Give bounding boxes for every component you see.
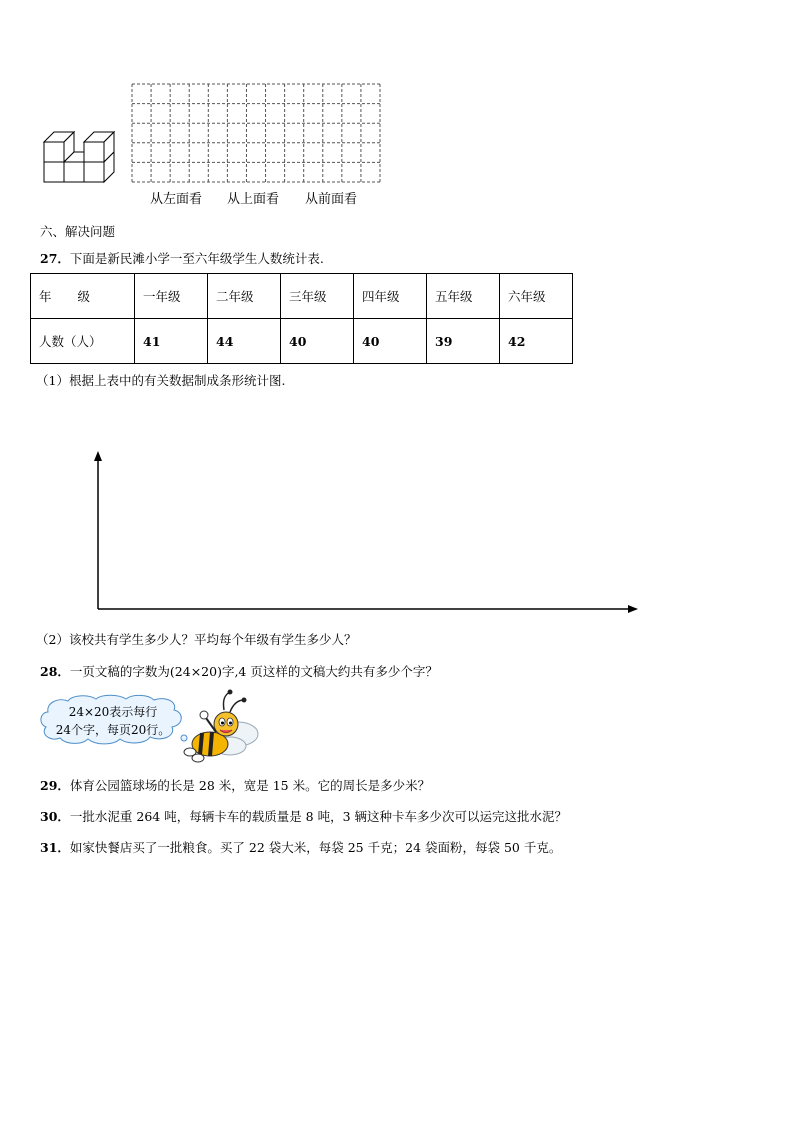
bubble-line: 24×20表示每行 bbox=[68, 705, 158, 719]
question-number: 30． bbox=[40, 809, 70, 824]
header-label-part: 级 bbox=[77, 289, 91, 304]
grade-cell: 一年级 bbox=[135, 274, 208, 319]
count-cell: 39 bbox=[427, 319, 500, 364]
question-text: 下面是新民滩小学一至六年级学生人数统计表. bbox=[69, 251, 324, 266]
row-label-cell: 人数（人） bbox=[31, 319, 135, 364]
grade-cell: 五年级 bbox=[427, 274, 500, 319]
count-cell: 41 bbox=[135, 319, 208, 364]
table-row bbox=[31, 319, 573, 364]
question-number: 28． bbox=[40, 664, 70, 679]
header-label-cell bbox=[31, 274, 135, 319]
question-27-part-1: （1）根据上表中的有关数据制成条形统计图. bbox=[36, 373, 286, 388]
question-28 bbox=[40, 664, 438, 680]
bubble-line: 24个字，每页20行。 bbox=[55, 723, 171, 737]
dashed-grid bbox=[130, 82, 382, 184]
header-label-part: 年 bbox=[39, 289, 52, 304]
grade-cell: 六年级 bbox=[500, 274, 573, 319]
grade-cell: 四年级 bbox=[354, 274, 427, 319]
count-cell: 42 bbox=[500, 319, 573, 364]
question-text: 一批水泥重 264 吨，每辆卡车的载质量是 8 吨，3 辆这种卡车多少次可以运完这批水泥？ bbox=[69, 809, 568, 824]
question-number: 31． bbox=[40, 840, 70, 855]
bee-icon bbox=[180, 688, 262, 764]
section-title: 六、解决问题 bbox=[40, 224, 116, 239]
count-cell: 44 bbox=[208, 319, 281, 364]
grade-cell: 二年级 bbox=[208, 274, 281, 319]
bubble-text bbox=[40, 703, 186, 739]
question-29 bbox=[40, 778, 430, 794]
cube-figure bbox=[40, 128, 116, 184]
view-label-top: 从上面看 bbox=[227, 192, 280, 207]
question-text: 如家快餐店买了一批粮食。买了 22 袋大米，每袋 25 千克；24 袋面粉，每袋 50 千克。 bbox=[69, 840, 562, 855]
grade-cell: 三年级 bbox=[281, 274, 354, 319]
question-27-part-2: （2）该校共有学生多少人？平均每个年级有学生多少人？ bbox=[36, 632, 357, 647]
view-label-front: 从前面看 bbox=[305, 192, 358, 207]
table-row bbox=[31, 274, 573, 319]
count-cell: 40 bbox=[281, 319, 354, 364]
question-text: 体育公园篮球场的长是 28 米，宽是 15 米。它的周长是多少米？ bbox=[69, 778, 431, 793]
question-30 bbox=[40, 809, 567, 825]
question-number: 27． bbox=[40, 251, 70, 266]
stats-table bbox=[30, 273, 573, 364]
blank-chart-axes bbox=[88, 448, 644, 616]
question-number: 29． bbox=[40, 778, 70, 793]
count-cell: 40 bbox=[354, 319, 427, 364]
question-27 bbox=[40, 251, 324, 267]
question-31 bbox=[40, 840, 561, 856]
view-label-left: 从左面看 bbox=[150, 192, 203, 207]
question-text: 一页文稿的字数为(24×20)字,4 页这样的文稿大约共有多少个字？ bbox=[69, 664, 438, 679]
